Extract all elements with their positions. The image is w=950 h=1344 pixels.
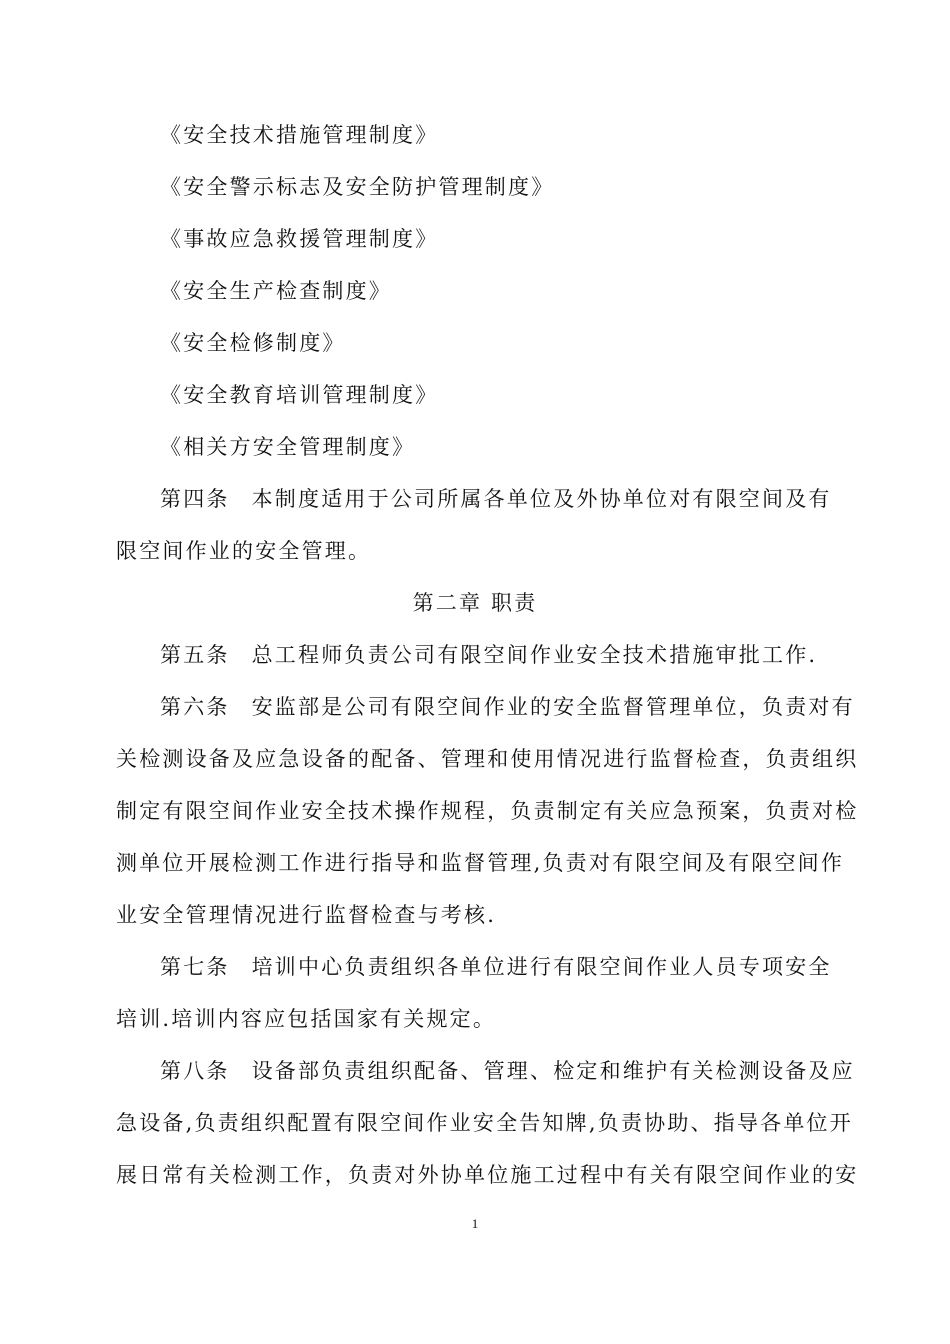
article-5-text: 总工程师负责公司有限空间作业安全技术措施审批工作. <box>251 643 818 667</box>
reference-item: 《事故应急救援管理制度》 <box>160 227 439 251</box>
article-8-text: 设备部负责组织配备、管理、检定和维护有关检测设备及应 <box>251 1059 855 1083</box>
page-number: 1 <box>471 1216 479 1231</box>
article-8-continuation: 展日常有关检测工作，负责对外协单位施工过程中有关有限空间作业的安 <box>116 1163 859 1187</box>
article-6-continuation: 业安全管理情况进行监督检查与考核. <box>116 903 497 927</box>
article-8-continuation: 急设备,负责组织配置有限空间作业安全告知牌,负责协助、指导各单位开 <box>116 1111 853 1135</box>
reference-item: 《安全技术措施管理制度》 <box>160 123 439 147</box>
article-7-text: 培训中心负责组织各单位进行有限空间作业人员专项安全 <box>251 955 832 979</box>
article-6-continuation: 制定有限空间作业安全技术操作规程，负责制定有关应急预案，负责对检 <box>116 799 859 823</box>
article-7-line <box>160 954 832 980</box>
article-6-continuation: 关检测设备及应急设备的配备、管理和使用情况进行监督检查，负责组织 <box>116 747 859 771</box>
article-8-label: 第八条 <box>160 1059 230 1083</box>
article-5-line <box>160 642 817 668</box>
reference-item: 《安全警示标志及安全防护管理制度》 <box>160 175 555 199</box>
article-5-label: 第五条 <box>160 643 230 667</box>
article-6-label: 第六条 <box>160 695 230 719</box>
reference-item: 《安全生产检查制度》 <box>160 279 392 303</box>
article-6-continuation: 测单位开展检测工作进行指导和监督管理,负责对有限空间及有限空间作 <box>116 851 845 875</box>
article-4-text: 本制度适用于公司所属各单位及外协单位对有限空间及有 <box>251 487 832 511</box>
article-4-line <box>160 486 832 512</box>
article-6-text: 安监部是公司有限空间作业的安全监督管理单位，负责对有 <box>251 695 855 719</box>
article-7-label: 第七条 <box>160 955 230 979</box>
chapter-heading: 第二章 职责 <box>412 591 538 615</box>
article-8-line <box>160 1058 855 1084</box>
article-6-line <box>160 694 855 720</box>
reference-item: 《相关方安全管理制度》 <box>160 435 416 459</box>
article-4-continuation: 限空间作业的安全管理。 <box>116 539 372 563</box>
article-7-continuation: 培训.培训内容应包括国家有关规定。 <box>116 1007 497 1031</box>
reference-item: 《安全教育培训管理制度》 <box>160 383 439 407</box>
reference-item: 《安全检修制度》 <box>160 331 346 355</box>
article-4-label: 第四条 <box>160 487 230 511</box>
